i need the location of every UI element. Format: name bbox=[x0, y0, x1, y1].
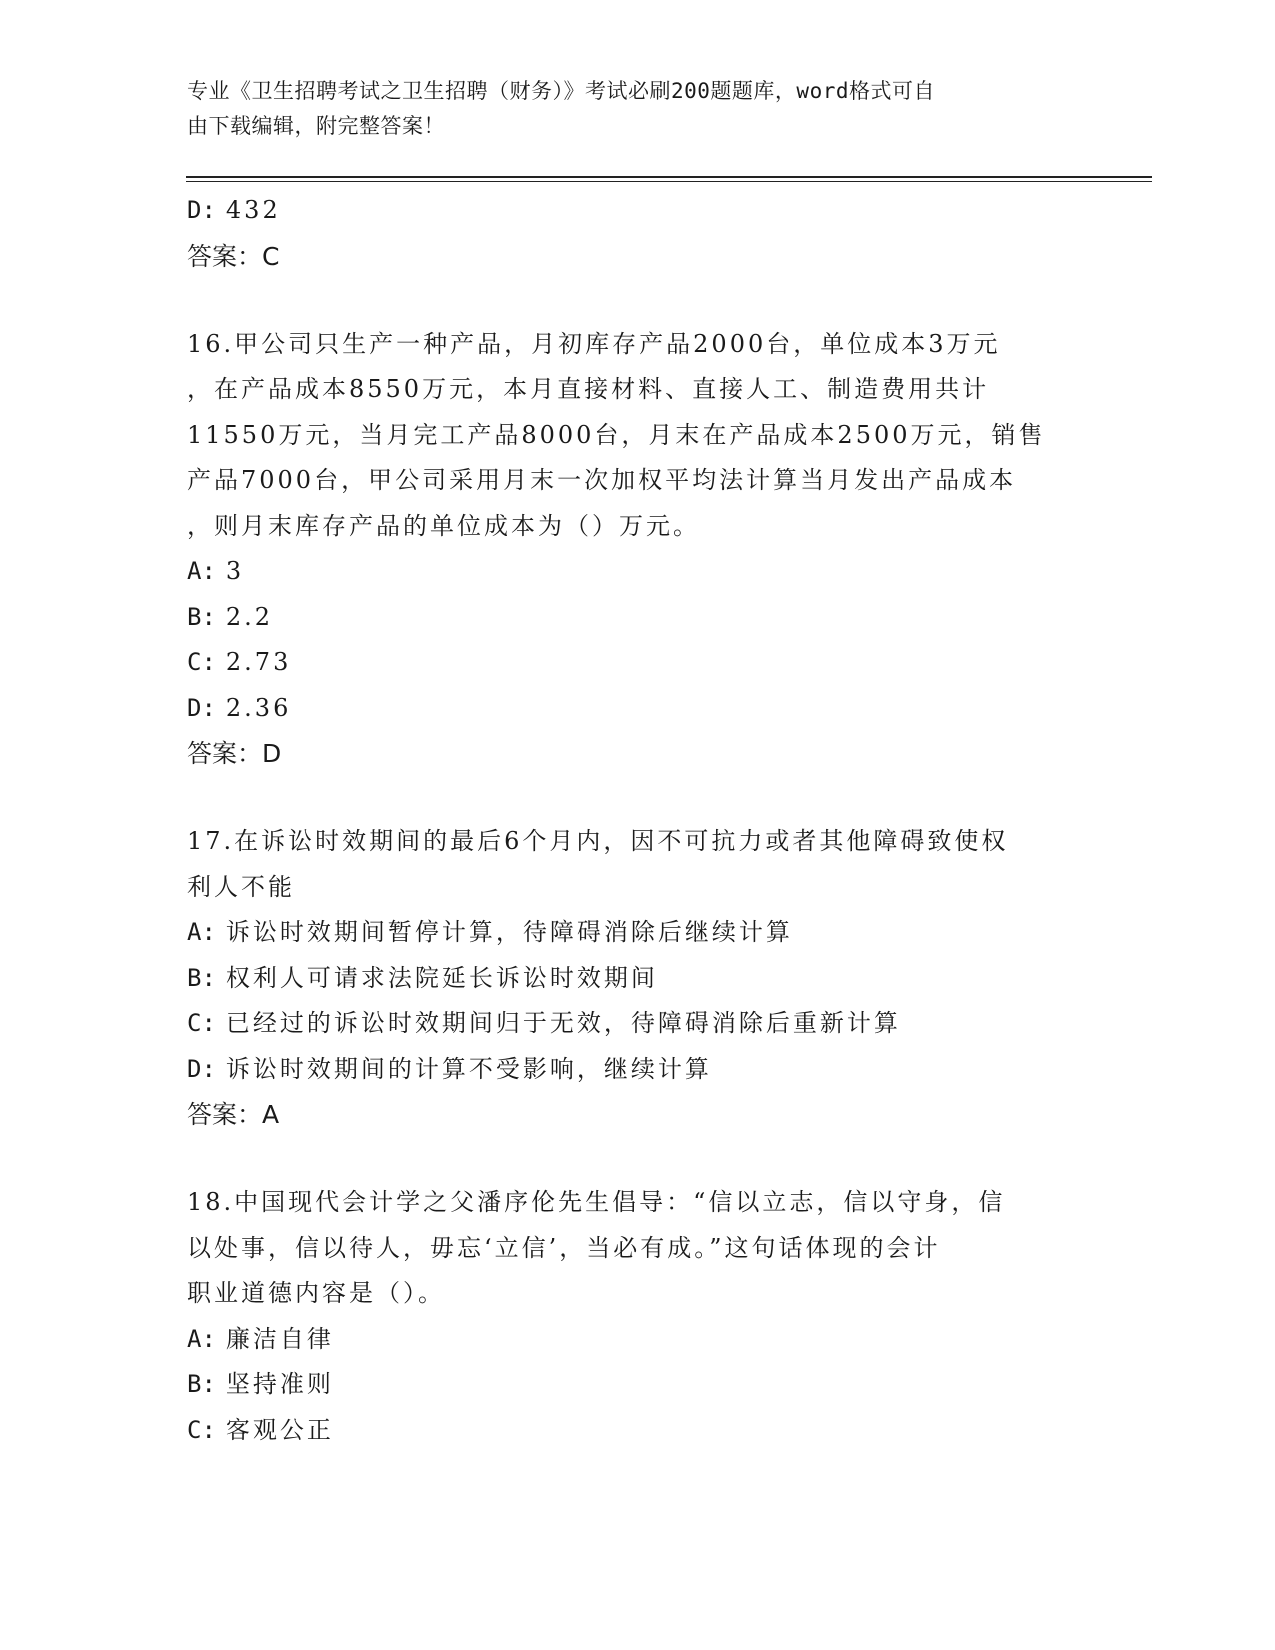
option-b bbox=[187, 595, 1087, 641]
question-text-line: ，在产品成本8550万元，本月直接材料、直接人工、制造费用共计 bbox=[187, 375, 990, 403]
document-body bbox=[187, 188, 1087, 1453]
question-text-line: 16.甲公司只生产一种产品，月初库存产品2000台，单位成本3万元 bbox=[187, 329, 1001, 358]
document-header bbox=[187, 74, 1067, 144]
spacer bbox=[187, 776, 1087, 819]
question-text-line: 11550万元，当月完工产品8000台，月末在产品成本2500万元，销售 bbox=[187, 420, 1046, 449]
option-d bbox=[187, 188, 1087, 234]
option-label: B: bbox=[187, 602, 216, 631]
answer-line: 答案：D bbox=[187, 739, 282, 768]
option-label: A: bbox=[187, 1324, 216, 1353]
question-text-line: 职业道德内容是（）。 bbox=[187, 1279, 445, 1307]
question-17 bbox=[187, 819, 1087, 1137]
option-label: C: bbox=[187, 1009, 216, 1037]
option-text: 诉讼时效期间暂停计算，待障碍消除后继续计算 bbox=[225, 918, 793, 946]
option-text: 2.73 bbox=[225, 648, 292, 676]
option-a bbox=[187, 549, 1087, 595]
header-divider-thin bbox=[186, 181, 1152, 182]
option-text: 3 bbox=[225, 557, 245, 585]
option-label: B: bbox=[187, 963, 216, 992]
option-label: A: bbox=[187, 918, 216, 946]
question-text-line: 18.中国现代会计学之父潘序伦先生倡导：“信以立志，信以守身，信 bbox=[187, 1188, 1006, 1216]
question-text-line: 以处事，信以待人，毋忘‘立信’，当必有成。”这句话体现的会计 bbox=[187, 1233, 941, 1262]
option-text: 诉讼时效期间的计算不受影响，继续计算 bbox=[225, 1054, 712, 1083]
option-label: D: bbox=[187, 1054, 216, 1083]
option-c bbox=[187, 1408, 1087, 1454]
option-text: 坚持准则 bbox=[225, 1370, 334, 1398]
spacer bbox=[187, 279, 1087, 322]
option-b bbox=[187, 1362, 1087, 1408]
question-18 bbox=[187, 1180, 1087, 1453]
question-text-line: 利人不能 bbox=[187, 872, 295, 901]
option-label: C: bbox=[187, 1415, 216, 1444]
option-c bbox=[187, 640, 1087, 686]
option-a bbox=[187, 910, 1087, 956]
option-text: 权利人可请求法院延长诉讼时效期间 bbox=[225, 963, 658, 992]
option-d bbox=[187, 686, 1087, 732]
option-label: A: bbox=[187, 557, 216, 585]
header-divider-thick bbox=[186, 176, 1152, 178]
option-b bbox=[187, 956, 1087, 1002]
spacer bbox=[187, 1137, 1087, 1180]
option-label: C: bbox=[187, 648, 216, 676]
question-text-line: ，则月末库存产品的单位成本为（）万元。 bbox=[187, 511, 700, 540]
option-text: 廉洁自律 bbox=[225, 1324, 334, 1353]
previous-question-tail bbox=[187, 188, 1087, 279]
option-label: D: bbox=[187, 196, 216, 224]
option-c bbox=[187, 1001, 1087, 1047]
answer-line: 答案：C bbox=[187, 241, 280, 271]
option-label: D: bbox=[187, 693, 216, 722]
question-text-line: 17.在诉讼时效期间的最后6个月内，因不可抗力或者其他障碍致使权 bbox=[187, 827, 1009, 855]
option-text: 客观公正 bbox=[225, 1415, 334, 1444]
option-text: 2.36 bbox=[225, 693, 292, 722]
option-d bbox=[187, 1047, 1087, 1093]
option-a bbox=[187, 1317, 1087, 1363]
option-label: B: bbox=[187, 1370, 216, 1398]
option-text: 已经过的诉讼时效期间归于无效，待障碍消除后重新计算 bbox=[225, 1009, 901, 1037]
header-line-2: 由下载编辑，附完整答案！ bbox=[187, 114, 445, 138]
option-text: 432 bbox=[225, 196, 281, 224]
header-line-1: 专业《卫生招聘考试之卫生招聘（财务）》考试必刷200题题库，word格式可自 bbox=[187, 79, 935, 103]
question-16 bbox=[187, 322, 1087, 777]
option-text: 2.2 bbox=[225, 602, 274, 631]
question-text-line: 产品7000台，甲公司采用月末一次加权平均法计算当月发出产品成本 bbox=[187, 466, 1017, 494]
answer-line: 答案：A bbox=[187, 1100, 280, 1129]
